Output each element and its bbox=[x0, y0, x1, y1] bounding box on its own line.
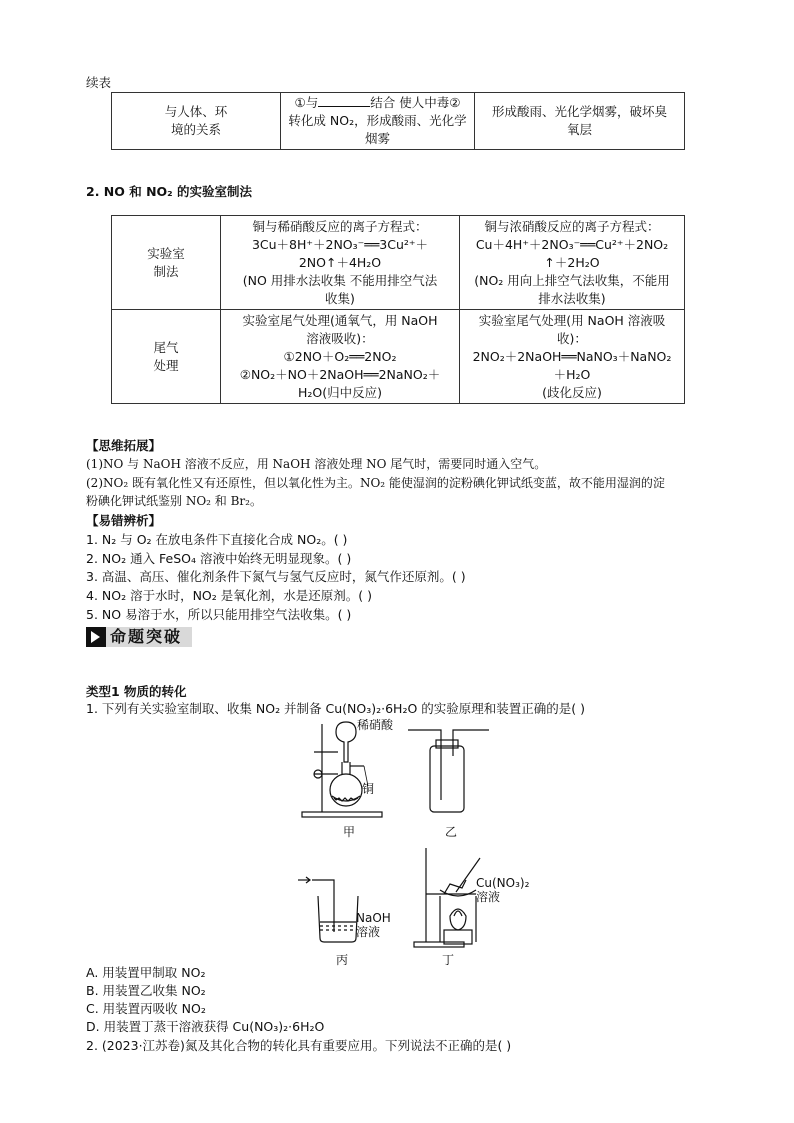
text-line: 溶液吸收)： bbox=[306, 330, 374, 346]
table-row bbox=[112, 93, 685, 150]
text-line: 实验室尾气处理(用 NaOH 溶液吸 bbox=[478, 312, 666, 328]
text-line: 实验室 bbox=[147, 245, 185, 261]
table-human-relation bbox=[111, 92, 685, 150]
equation-line: ②NO₂＋NO＋2NaOH══2NaNO₂＋ bbox=[239, 366, 441, 382]
text-line: 铜与稀硝酸反应的离子方程式： bbox=[252, 218, 428, 234]
thinking-paragraph: (2)NO₂ 既有氧化性又有还原性，但以氧化性为主。NO₂ 能使湿润的淀粉碘化钾试纸变蓝，故不能用湿润的淀 bbox=[86, 476, 665, 490]
equation-line: 2NO↑＋4H₂O bbox=[298, 254, 382, 270]
ding-solution-label bbox=[476, 876, 529, 904]
text-line: (NO₂ 用向上排空气法收集，不能用 bbox=[474, 272, 670, 288]
error-item: 4. NO₂ 溶于水时，NO₂ 是氧化剂，水是还原剂。( ) bbox=[86, 588, 372, 603]
text-line: 溶液 bbox=[476, 890, 501, 904]
option-a: A. 用装置甲制取 NO₂ bbox=[86, 965, 206, 980]
text-line: 形成酸雨、光化学烟雾，破坏臭 bbox=[491, 104, 667, 119]
text-line: Cu(NO₃)₂ bbox=[476, 876, 530, 890]
row-label bbox=[112, 310, 221, 404]
fill-blank bbox=[318, 106, 370, 107]
thinking-paragraph: (1)NO 与 NaOH 溶液不反应，用 NaOH 溶液处理 NO 尾气时，需要同时通入空气。 bbox=[86, 457, 547, 471]
error-item: 5. NO 易溶于水，所以只能用排空气法收集。( ) bbox=[86, 607, 352, 622]
banner-title: 命题突破 bbox=[106, 627, 192, 647]
apparatus-bing bbox=[298, 877, 358, 942]
text-line: 转化成 NO₂，形成酸雨、光化学 bbox=[288, 113, 467, 128]
apparatus-figure bbox=[290, 716, 530, 968]
jia-acid-label: 稀硝酸 bbox=[357, 718, 394, 732]
equation-line: ↑＋2H₂O bbox=[544, 254, 600, 270]
text-line: 烟雾 bbox=[364, 131, 390, 146]
equation-line: ①2NO＋O₂══2NO₂ bbox=[283, 348, 397, 364]
text-line: 排水法收集) bbox=[538, 290, 606, 306]
ding-caption: 丁 bbox=[442, 953, 455, 967]
option-d: D. 用装置丁蒸干溶液获得 Cu(NO₃)₂·6H₂O bbox=[86, 1019, 325, 1034]
text-line: 溶液 bbox=[356, 925, 381, 939]
bing-solution-label bbox=[356, 911, 391, 939]
text-line: 与人体、环 bbox=[164, 104, 228, 119]
equation-line: 3Cu＋8H⁺＋2NO₃⁻══3Cu²⁺＋ bbox=[251, 236, 429, 252]
text-line: 铜与浓硝酸反应的离子方程式： bbox=[484, 218, 660, 234]
text-line: 尾气 bbox=[153, 339, 179, 355]
error-item: 2. NO₂ 通入 FeSO₄ 溶液中始终无明显现象。( ) bbox=[86, 551, 352, 566]
row-label bbox=[112, 216, 221, 310]
equation-line: 2NO₂＋2NaOH══NaNO₃＋NaNO₂ bbox=[472, 348, 672, 364]
text-line bbox=[285, 94, 470, 112]
option-c: C. 用装置丙吸收 NO₂ bbox=[86, 1001, 206, 1016]
thinking-heading: 【思维拓展】 bbox=[86, 438, 162, 453]
no2-column-cell bbox=[475, 93, 685, 150]
section-title: 2. NO 和 NO₂ 的实验室制法 bbox=[86, 184, 253, 199]
apparatus-yi bbox=[408, 730, 489, 812]
no-preparation-cell bbox=[221, 216, 460, 310]
text-line: 制法 bbox=[153, 263, 179, 279]
arrow-icon bbox=[86, 627, 106, 647]
yi-caption: 乙 bbox=[445, 825, 458, 839]
errors-heading: 【易错辨析】 bbox=[86, 513, 162, 528]
apparatus-ding bbox=[414, 848, 480, 947]
apparatus-jia bbox=[302, 722, 382, 817]
no-tail-gas-cell bbox=[221, 310, 460, 404]
table-lab-preparation bbox=[111, 215, 685, 404]
no-column-cell bbox=[281, 93, 475, 150]
row-label bbox=[112, 93, 281, 150]
type-heading: 类型1 物质的转化 bbox=[86, 684, 187, 699]
text-line: 实验室尾气处理(通氧气，用 NaOH bbox=[242, 312, 438, 328]
no2-preparation-cell bbox=[460, 216, 685, 310]
text-line: NaOH bbox=[356, 911, 391, 925]
jia-copper-label: 铜 bbox=[362, 782, 375, 796]
table-row bbox=[112, 216, 685, 310]
jia-caption: 甲 bbox=[343, 825, 356, 839]
text-line: 收集) bbox=[325, 290, 355, 306]
no2-tail-gas-cell bbox=[460, 310, 685, 404]
question-2: 2. (2023·江苏卷)氮及其化合物的转化具有重要应用。下列说法不正确的是( ) bbox=[86, 1038, 512, 1053]
thinking-paragraph: 粉碘化钾试纸鉴别 NO₂ 和 Br₂。 bbox=[86, 494, 262, 508]
text-line: 氧层 bbox=[566, 122, 592, 137]
equation-line: ＋H₂O bbox=[553, 366, 591, 382]
question-1: 1. 下列有关实验室制取、收集 NO₂ 并制备 Cu(NO₃)₂·6H₂O 的实验原理和装置正确的是( ) bbox=[86, 701, 586, 716]
text-line: (NO 用排水法收集 不能用排空气法 bbox=[242, 272, 438, 288]
equation-line: H₂O(归中反应) bbox=[297, 384, 382, 400]
text-line: 境的关系 bbox=[170, 122, 221, 137]
error-item: 3. 高温、高压、催化剂条件下氮气与氢气反应时，氮气作还原剂。( ) bbox=[86, 569, 466, 584]
text-line: 收)： bbox=[557, 330, 587, 346]
option-b: B. 用装置乙收集 NO₂ bbox=[86, 983, 206, 998]
error-item: 1. N₂ 与 O₂ 在放电条件下直接化合成 NO₂。( ) bbox=[86, 532, 348, 547]
text-fragment: 结合 使人中毒② bbox=[370, 95, 461, 110]
equation-line: Cu＋4H⁺＋2NO₃⁻══Cu²⁺＋2NO₂ bbox=[475, 236, 669, 252]
continued-label: 续表 bbox=[86, 75, 112, 90]
bing-caption: 丙 bbox=[336, 953, 349, 967]
section-banner bbox=[86, 626, 192, 648]
text-fragment: ①与 bbox=[294, 95, 319, 110]
text-line: (歧化反应) bbox=[542, 384, 602, 400]
table-row bbox=[112, 310, 685, 404]
text-line: 处理 bbox=[153, 357, 179, 373]
